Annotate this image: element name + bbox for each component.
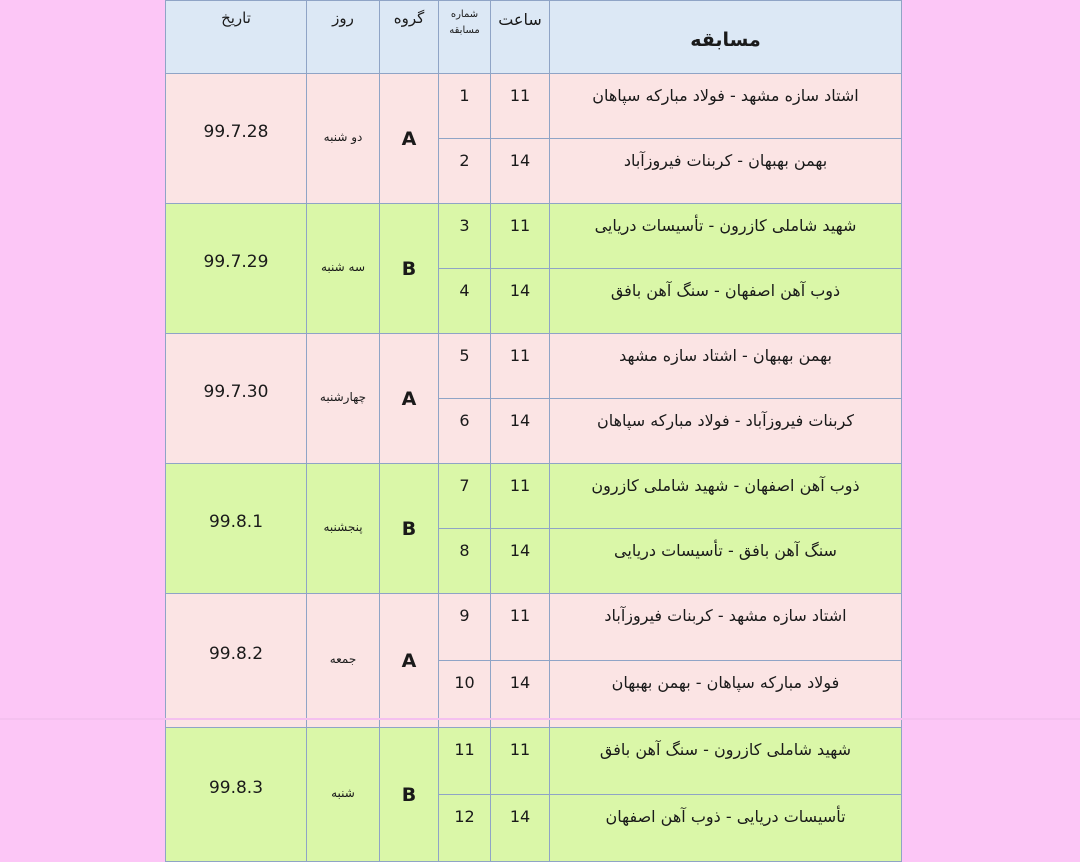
match-number-cell: 5 [439,334,491,399]
schedule-body [166,74,902,862]
date-cell: 99.7.29 [166,204,307,334]
match-number-cell: 1 [439,74,491,139]
match-number-cell: 7 [439,464,491,529]
match-teams-cell: شهید شاملی کازرون - تأسیسات دریایی [550,204,902,269]
table-row [166,594,902,661]
match-number-cell: 9 [439,594,491,661]
match-number-cell: 4 [439,269,491,334]
match-teams-cell: فولاد مبارکه سپاهان - بهمن بهبهان [550,661,902,728]
hour-cell: 11 [491,594,550,661]
group-cell: A [380,74,439,204]
hour-cell: 11 [491,74,550,139]
group-cell: B [380,728,439,862]
header-hour: ساعت [491,1,550,74]
hour-cell: 14 [491,661,550,728]
date-cell: 99.8.3 [166,728,307,862]
hour-cell: 14 [491,795,550,862]
match-number-cell: 3 [439,204,491,269]
header-group: گروه [380,1,439,74]
table-row [166,74,902,139]
match-number-cell: 6 [439,399,491,464]
match-number-cell: 2 [439,139,491,204]
day-cell: جمعه [307,594,380,728]
match-teams-cell: اشتاد سازه مشهد - فولاد مبارکه سپاهان [550,74,902,139]
match-schedule-table [165,0,902,862]
header-number-line2: مسابقه [449,25,480,36]
match-number-cell: 8 [439,529,491,594]
match-teams-cell: بهمن بهبهان - کربنات فیروزآباد [550,139,902,204]
header-match: مسابقه [550,1,902,74]
date-cell: 99.7.28 [166,74,307,204]
day-cell: چهارشنبه [307,334,380,464]
hour-cell: 14 [491,139,550,204]
hour-cell: 14 [491,269,550,334]
match-teams-cell: ذوب آهن اصفهان - شهید شاملی کازرون [550,464,902,529]
match-teams-cell: ذوب آهن اصفهان - سنگ آهن بافق [550,269,902,334]
header-number-line1: شماره [450,9,479,20]
date-cell: 99.8.2 [166,594,307,728]
header-date: تاریخ [166,1,307,74]
match-number-cell: 11 [439,728,491,795]
hour-cell: 14 [491,399,550,464]
date-cell: 99.8.1 [166,464,307,594]
table-row [166,334,902,399]
hour-cell: 14 [491,529,550,594]
match-teams-cell: شهید شاملی کازرون - سنگ آهن بافق [550,728,902,795]
group-cell: B [380,204,439,334]
table-row [166,464,902,529]
match-teams-cell: کربنات فیروزآباد - فولاد مبارکه سپاهان [550,399,902,464]
hour-cell: 11 [491,728,550,795]
schedule-sheet [165,0,901,826]
group-cell: A [380,334,439,464]
match-number-cell: 10 [439,661,491,728]
match-teams-cell: اشتاد سازه مشهد - کربنات فیروزآباد [550,594,902,661]
header-row [166,1,902,74]
hour-cell: 11 [491,464,550,529]
group-cell: A [380,594,439,728]
hour-cell: 11 [491,204,550,269]
day-cell: شنبه [307,728,380,862]
match-number-cell: 12 [439,795,491,862]
date-cell: 99.7.30 [166,334,307,464]
match-teams-cell: بهمن بهبهان - اشتاد سازه مشهد [550,334,902,399]
hour-cell: 11 [491,334,550,399]
match-teams-cell: سنگ آهن بافق - تأسیسات دریایی [550,529,902,594]
day-cell: دو شنبه [307,74,380,204]
match-teams-cell: تأسیسات دریایی - ذوب آهن اصفهان [550,795,902,862]
day-cell: پنجشنبه [307,464,380,594]
table-row [166,728,902,795]
group-cell: B [380,464,439,594]
header-day: روز [307,1,380,74]
table-row [166,204,902,269]
header-match-number [439,1,491,74]
day-cell: سه شنبه [307,204,380,334]
